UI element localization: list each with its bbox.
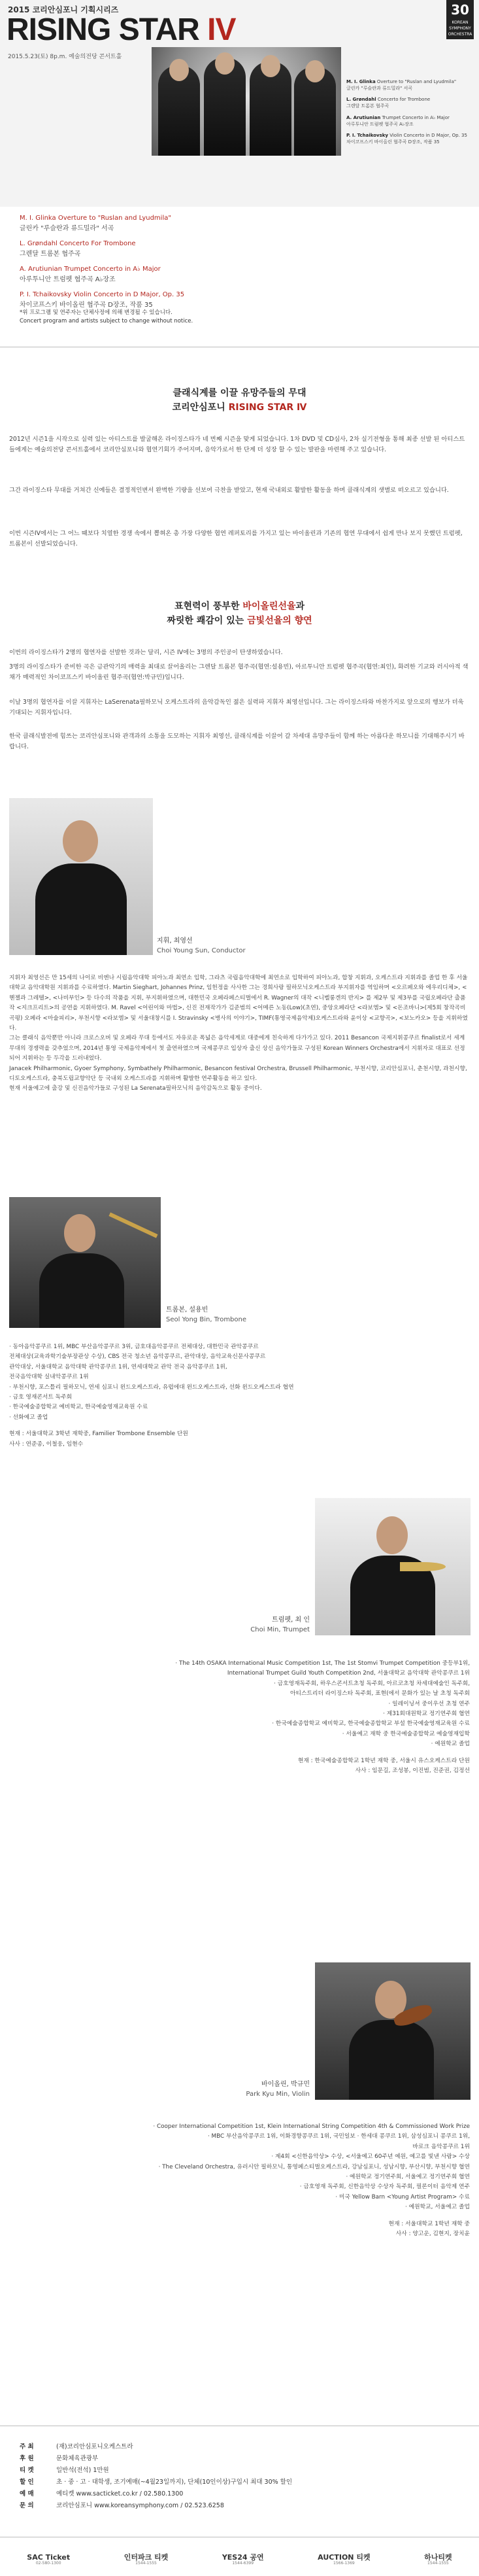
section1-paragraph: 그간 라이징스타 무대를 거쳐간 신예들은 결정적인변서 완벽한 기량을 선보여 극찬을 받았고, 현재 국내외로 활발한 활동을 하며 클래식계의 샛별로 떠오르고 있습니다. [9,487,449,494]
trombone-photo [9,1197,161,1328]
conductor-photo [9,798,153,955]
ticket-vendor-logos [0,2543,479,2576]
section1-paragraph: 2012년 시즌1을 시작으로 실력 있는 아티스트를 발굴해온 라이징스타가 네 번째 시즌을 맞게 되었습니다. 1차 DVD 및 CD심사, 2차 실기전형을 통해 최종 선발 된 아티스트들에게는 예술의전당 콘서트홀에서 코리안심포니와 협연기회가 주어지며, 음악가로서 한 단계 더 성장 할 수 있는 발판을 마련해 주고 있습니다. [9,436,465,454]
info-row: 후 원 문화체육관광부 [20,2455,99,2463]
info-row: 할 인 초 · 중 · 고 · 대학생, 조기예매(~4월23일까지), 단체(10인이상)구입시 최대 30% 할인 [20,2479,293,2486]
anniversary-text: KOREAN SYMPHONY ORCHESTRA [448,20,472,37]
artist-face [169,59,189,81]
info-row[interactable]: 예 매 예티켓 www.sacticket.co.kr / 02.580.1300 [20,2490,184,2498]
trombonist-face [64,1214,95,1252]
violin-name: 바이올린, 박규민 Park Kyu Min, Violin [246,2081,310,2098]
trombone-name: 트롬본, 설용빈 Seol Yong Bin, Trombone [166,1306,247,1323]
trumpeter-face [376,1516,408,1554]
info-row[interactable]: 문 의 코리안심포니 www.koreansymphony.com / 02.523.6258 [20,2502,224,2510]
violinist-suit [349,2020,434,2100]
trumpet-instrument [400,1562,446,1571]
anniversary-badge [446,0,474,39]
trumpet-profile: · The 14th OSAKA International Music Competition 1st, The 1st Stomvi Trumpet Competition 중등부1위, International Trumpet Guild Youth Competition 2nd, 서울대학교 음악대학 관악콩쿠르 1위 · 금호영재독주회, 하우스콘서트초청 독주회, 아르코초청 차세대예술인 독주회, 아티스트리더 라이징스타 독주회, 표현(에서 문화가 있는 날 초청 독주회 · 일레이닝셔 중이우선 초청 연주 · 제31회대원학교 정기연주회 협연 · 한국예술종합학교 예비학교, 한국예술종합학교 부설 한국예술영재교육원 수료 · 서울예고 재학 중 한국예술종합학교 예술영재입학 · 예원학교 졸업 현재 : 한국예술종합학교 1학년 재학 중, 서울시 유스오케스트라 단원 사사 : 임문길, 조성봉, 이진범, 진준권, 김정선 [175,1660,470,1774]
program-item: M. I. Glinka Overture to "Ruslan and Lyudmila" 글린카 "루슬란과 류드밀라" 서곡 [20,215,171,232]
section2-paragraph: 이날 3명의 협연자를 이끌 지휘자는 LaSerenata필하모닉 오케스트라의 음악감독인 젊은 실력파 지휘자 최영선입니다. 그는 라이징스타와 마찬가지로 앞으로의 행보가 더욱 기대되는 지휘자입니다. [9,699,464,717]
header-program-item: L. Grøndahl Concerto for Trombone 그렌달 트롬본 협주곡 [346,97,431,109]
conductor-name: 지휘, 최영선 Choi Young Sun, Conductor [157,937,246,954]
section2-paragraph: 한국 클래식발전에 힘쓰는 코리안심포니와 관객과의 소통을 도모하는 지휘자 최영선, 클래식계를 이끌어 갈 차세대 유망주들이 함께 하는 아름다운 하모니를 기대해주시기 바랍니다. [9,733,465,751]
header-program-item: P. I. Tchaikovsky Violin Concerto in D Major, Op. 35 차이코프스키 바이올린 협주곡 D장조, 작품 35 [346,132,467,145]
header-program-item: A. Arutiunian Trumpet Concerto in A♭ Major 아루투니안 트럼펫 협주곡 A♭장조 [346,114,450,127]
trumpet-name: 트럼펫, 최 인 Choi Min, Trumpet [250,1616,310,1633]
artist-face [261,55,280,77]
hana-ticket-logo[interactable]: 하나티켓 1544-1555 [424,2552,452,2566]
trombonist-suit [39,1253,124,1328]
trombone-slide [108,1212,157,1238]
conductor-face [63,820,98,862]
auction-ticket-logo[interactable]: AUCTION 티켓 1566-1369 [318,2552,371,2566]
info-row: 주 최 (재)코리안심포니오케스트라 [20,2443,133,2450]
concert-info [20,2441,451,2512]
series-subtitle: 2015 코리안심포니 기획시리즈 [8,5,119,14]
section1-paragraph: 이번 시즌IV에서는 그 어느 때보다 치열한 경쟁 속에서 뽑혀온 총 가장 다양한 협연 레퍼토리를 가지고 있는 바이올린과 기존의 협연 무대에서 쉽게 만나 보지 못했던 트럼펫, 트롬본이 선발되었습니다. [9,530,463,548]
artists-hero-photo [152,47,341,156]
section2-paragraph: 이번의 라이징스타가 2명의 협연자를 선발한 것과는 달리, 시즌 IV에는 3명의 주인공이 탄생하였습니다. [9,649,283,656]
artist-face [215,52,235,75]
title-roman: IV [207,12,236,47]
sac-ticket-logo[interactable]: SAC Ticket 02-580-1300 [27,2552,71,2566]
program-item: A. Arutiunian Trumpet Concerto in A♭ Major 아루투니안 트럼펫 협주곡 A♭장조 [20,266,161,283]
conductor-bio: 지휘자 최영선은 만 15세의 나이로 비엔나 시립음악대학 피아노과 최연소 입학, 그라츠 국립음악대학에 최연소로 입학하여 피아노과, 합창 지휘과, 오케스트라 지휘과를 졸업 한 후 서울대학교 음악대학원 지휘과를 수료하였다. Martin Sieghart, Johannes Prinz, 임헌정을 사사한 그는 경희사랑 필하모닉오케스트라 부지휘자를 역임하며 <오르페오와 에우리디체>, <헨젤과 그레텔>, <나비부인> 등 다수의 작품을 지휘, 부지휘하였으며, 대한민국 오페라페스티벌에서 R. Wagner의 대작 <니벨룽겐의 반지> 를 제2부 및 제3부를 국립오페라단 출품작 <지크프리트>의 공연을 지휘하였다. M. Ravel <어린이와 마법>, 신진 전재작가가 김준범의 <어메른 노동(Low)(초연), 중앙오페라단 <라보엠> 및 <돈조바니>(제5회 창작곡비곡평) 오페라 <마술피리>, 부천시향 <라보엠> 및 서울대창시를 I. Stravinsky <병사의 이야기>, TIMF(통영국제음악제)오케스트라와 윤이상 <교향곡>, <보노카오> 등을 지휘하였다. 그는 클래식 음악뿐만 아니라 크로스오버 및 오페라 무대 등에서도 자유로운 폭넓은 음악세계로 대중에게 친숙하게 다가가고 있다. 2011 Besancon 국제지휘콩쿠르 finalist로서 세계무대의 경쟁력을 갖추었으며, 2014년 통영 국제음악제에서 첫 출연하였으며 국제콩쿠르 입상자 출신 상신 음악가들로 구성된 Korean Winners Orchestra에서 지휘자로 대표로 선정되어 지휘하는 등 두각을 드러내었다. Janacek Philharmonic, Gyoer Symphony, Symbathely Philharmonic, Besancon festival Orchestra, Brussell Philharmonic, 부천시향, 코리안심포니, 춘천시향, 과천시향, 디토오케스트라, 충북도립교향악단 등 국내외 오케스트라를 지휘하며 활발한 연주활동을 하고 있다. 현재 서울예고에 출강 및 신진음악가들로 구성된 La Serenata필하모닉의 음악감독으로 활동 중이다. [9,975,468,1092]
trumpet-photo [315,1498,471,1635]
interpark-ticket-logo[interactable]: 인터파크 티켓 1544-1555 [124,2552,169,2566]
violin-photo [315,1962,471,2100]
section2-title: 표현력이 풍부한 바이올린선율과 짜릿한 쾌감이 있는 금빛선율의 향연 [167,601,312,627]
yes24-logo[interactable]: YES24 공연 1544-6399 [222,2552,264,2566]
anniversary-number: 30 [451,2,469,18]
header-program-item: M. I. Glinka Overture to "Ruslan and Lyudmila" 글린카 "루슬란과 류드밀라" 서곡 [346,79,457,92]
title-main: RISING STAR [7,12,199,47]
concert-date: 2015.5.23(토) 8p.m. 예술의전당 콘서트홀 [8,54,122,60]
program-list [20,213,386,315]
program-item: L. Grøndahl Concerto For Trombone 그렌달 트롬본 협주곡 [20,240,136,258]
violin-profile: · Cooper International Competition 1st, Klein International String Competition 4th & Commissioned Work Prize · MBC 부산음악콩쿠르 1위, 이화경향콩쿠르 1위, 국민일보 · 한세대 콩쿠르 1위, 삼성심포니 콩쿠르 1위, 바로크 음악콩쿠르 1위 · 제4회 <신한음악상> 수상, <서울예고 60주년 예원, 예고를 빛낸 사람> 수상 · The Cleveland Orchestra, 유러시안 필하모닉, 통영페스티벌오케스트라, 강남심포니, 성남시향, 부산시향, 부천시향 협연 · 예원학교 정기연주회, 서울예고 정기연주회 협연 · 금호영재 독주회, 신한음악상 수상자 독주회, 필론이터 음악제 연주 · 미국 Yellow Barn <Young Artist Program> 수료 · 예원학교, 서울예고 졸업 현재 : 서울대학교 1학년 재학 중 사사 : 양고운, 김현지, 장치윤 [153,2123,470,2237]
trombone-profile: · 동아음악콩쿠르 1위, MBC 부산음악콩쿠르 3위, 금호대음악콩쿠르 전체대상, 대한민국 관악콩쿠르 전체대상(교육과학기술부장관상 수상), CBS 전국 청소년 음악콩쿠르, 관악대상, 음악교육신문사콩쿠르 관악대상, 서울대학교 음악대학 관악콩쿠르 1위, 연세대학교 관악 전국 음악콩쿠르 1위, 전국음악대학 실내악콩쿠르 1위 · 부천시향, 포스틀리 필하모닉, 연세 심포니 윈드오케스트라, 유럽에대 윈드오케스트라, 선화 윈드오케스트라 협연 · 금호 영재콘서트 독주회 · 한국예술종합학교 예비학교, 한국예술영재교육원 수료 · 선화예고 졸업 현재 : 서울대학교 3학년 재학중, Familier Trombone Ensemble 단원 사사 : 연준종, 이철웅, 임현수 [9,1344,294,1448]
header-program-list [346,78,472,150]
program-item: P. I. Tchaikovsky Violin Concerto in D Major, Op. 35 차이코프스키 바이올린 협주곡 D장조, 작품 35 [20,291,185,309]
program-change-note: *위 프로그램 및 연주자는 단체사정에 의해 변경될 수 있습니다. Concert program and artists subject to change without notice. [20,309,193,324]
section1-title: 클래식계를 이끌 유망주들의 무대 코리안심포니 RISING STAR Ⅳ [172,388,307,413]
poster-header [0,0,479,207]
concert-title [7,14,236,46]
section2-paragraph: 3명의 라이징스타가 준비한 곡은 금관악기의 매력을 최대로 끌어올리는 그렌달 트롬본 협주곡(협연:설용빈), 아르투니안 트럼펫 협주곡(협연:최인), 화려한 기교와 러시아적 색채가 매력적인 차이코프스키 바이올린 협주곡(협연:박규민)입니다. [9,663,469,682]
info-row: 티 켓 일반석(전석) 1만원 [20,2467,109,2475]
conductor-suit [35,863,127,955]
artist-face [305,60,325,82]
